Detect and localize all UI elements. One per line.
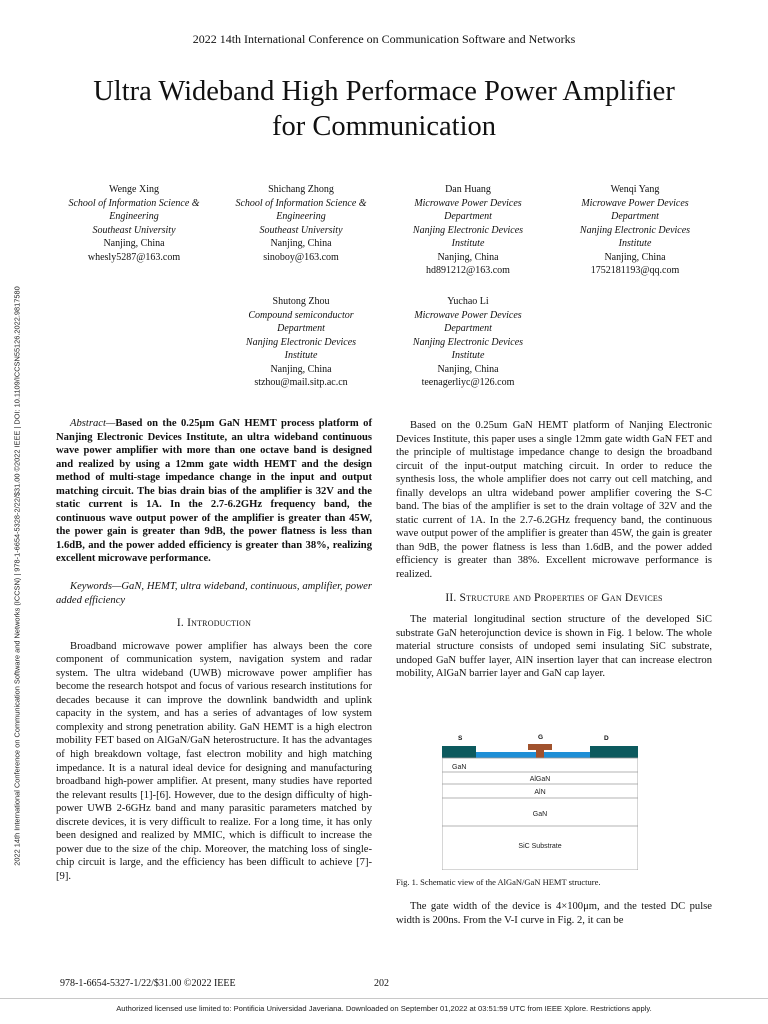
right-column-continued — [396, 900, 712, 927]
author-name: Shutong Zhou — [272, 296, 330, 307]
author-city: Nanjing, China — [437, 363, 499, 375]
sidebar-text: 2022 14th International Conference on Communication Software and Networks (ICCSN) | 978-1-6654-5328-2/22/$31.00 ©2022 IEEE | DOI: 10.1109/ICCSN55126.2022.9817580 — [12, 286, 22, 866]
layer-sic: SiC Substrate — [518, 843, 562, 850]
author-affiliation: Institute — [451, 350, 485, 361]
author-affiliation: Microwave Power Devices — [581, 197, 689, 209]
channel-layer — [476, 752, 590, 758]
author-affiliation: Institute — [618, 238, 652, 249]
structure-body: The material longitudinal section structure of the developed SiC substrate GaN heterojunction device is shown in Fig. 1 below. The whole material structure consists of undoped semi insulating SiC substrate, undoped GaN buffer layer, AlN insertion layer that can increase electron mobility, AlGaN barrier layer and GaN cap layer. — [396, 614, 712, 680]
gate-stem — [536, 750, 544, 758]
author-city: Nanjing, China — [270, 238, 332, 249]
author-city: Nanjing, China — [604, 251, 666, 263]
footer-isbn: 978-1-6654-5327-1/22/$31.00 ©2022 IEEE — [60, 978, 236, 989]
author-name: Yuchao Li — [447, 296, 489, 307]
author-email: stzhou@mail.sitp.ac.cn — [254, 377, 348, 388]
author-city: Nanjing, China — [270, 363, 332, 375]
right-paragraph: Based on the 0.25um GaN HEMT platform of Nanjing Electronic Devices Institute, this paper uses a single 12mm gate width GaN FET and the principle of multistage impedance change to design the broadband circuit of the input-output matching circuit. In order to reduce the synthesis loss, the whole amplifier does not carry out cell matching, and finally develops an ultra wideband power amplifier covering the S-C band. The bias of the amplifier is set to the drain voltage of 32V and the static current of 1A. In the 2.7-6.2GHz frequency band, the continuous wave output power of the amplifier is greater than 45W, the gain is greater than 9dB, the power flatness is less than 1.6dB, and the power added efficiency is greater than 38%. Excellent microwave performance is realized. — [396, 420, 712, 581]
abstract — [56, 417, 372, 566]
author-affiliation: Institute — [451, 238, 485, 249]
author-email: teenagerliyc@126.com — [421, 377, 515, 388]
author-affiliation: Department — [277, 323, 325, 334]
author-affiliation: Engineering — [276, 211, 326, 222]
author-city: Nanjing, China — [103, 238, 165, 249]
layer-aln: AlN — [534, 789, 546, 796]
paper-title — [40, 74, 728, 144]
author-city: Nanjing, China — [437, 251, 499, 263]
author-block — [215, 183, 387, 264]
license-notice: Authorized licensed use limited to: Pontificia Universidad Javeriana. Downloaded on September 01,2022 at 03:51:59 UTC from IEEE Xplore. Restrictions apply. — [116, 1004, 652, 1013]
author-name: Wenge Xing — [108, 184, 159, 195]
title-line-2: for Communication — [271, 111, 496, 142]
figure-caption: Fig. 1. Schematic view of the AlGaN/GaN HEMT structure. — [396, 877, 601, 887]
gate-label: G — [538, 734, 544, 741]
author-affiliation: Institute — [284, 350, 318, 361]
author-email: whesly5287@163.com — [87, 251, 181, 263]
author-email: sinoboy@163.com — [263, 251, 339, 263]
author-affiliation: School of Information Science & — [68, 197, 200, 209]
doi-sidebar — [4, 206, 30, 946]
layer-algan: AlGaN — [529, 776, 551, 783]
author-affiliation: School of Information Science & — [235, 197, 367, 209]
author-affiliation: Southeast University — [259, 224, 343, 236]
gate-top — [528, 744, 552, 750]
title-line-1: Ultra Wideband High Performace Power Amplifier — [93, 76, 675, 107]
conference-header: 2022 14th International Conference on Communication Software and Networks — [192, 32, 576, 46]
author-block — [549, 183, 721, 278]
source-contact — [442, 746, 476, 758]
layer-gan: GaN — [532, 811, 548, 818]
author-block — [48, 183, 220, 264]
author-email: 1752181193@qq.com — [590, 265, 680, 276]
author-affiliation: Nanjing Electronic Devices — [579, 224, 691, 236]
source-label: S — [458, 735, 463, 742]
page-number: 202 — [374, 978, 389, 989]
author-name: Wenqi Yang — [610, 184, 660, 195]
layer-gan-cap: GaN — [452, 764, 467, 771]
author-affiliation: Compound semiconductor — [248, 309, 354, 321]
keywords: Keywords—GaN, HEMT, ultra wideband, continuous, amplifier, power added efficiency — [56, 581, 372, 606]
author-affiliation: Department — [611, 211, 659, 222]
drain-label: D — [604, 735, 609, 742]
author-block — [382, 295, 554, 390]
drain-contact — [590, 746, 638, 758]
left-column — [56, 417, 372, 884]
author-affiliation: Engineering — [109, 211, 159, 222]
right-paragraph-after-figure: The gate width of the device is 4×100μm, and the tested DC pulse width is 200ns. From the V-I curve in Fig. 2, it can be — [396, 901, 712, 926]
right-column — [396, 419, 712, 681]
author-block — [382, 183, 554, 278]
author-name: Shichang Zhong — [268, 184, 334, 195]
section-heading-structure: II. Structure and Properties of Gan Devices — [445, 591, 663, 604]
author-affiliation: Department — [444, 323, 492, 334]
author-affiliation: Nanjing Electronic Devices — [245, 336, 357, 348]
abstract-lead: Abstract— — [70, 418, 116, 429]
author-email: hd891212@163.com — [426, 265, 510, 276]
author-affiliation: Microwave Power Devices — [414, 197, 522, 209]
author-name: Dan Huang — [445, 184, 491, 195]
author-block — [215, 295, 387, 390]
author-affiliation: Microwave Power Devices — [414, 309, 522, 321]
author-affiliation: Nanjing Electronic Devices — [412, 224, 524, 236]
author-affiliation: Southeast University — [92, 224, 176, 236]
abstract-body: Based on the 0.25μm GaN HEMT process platform of Nanjing Electronic Devices Institute, an ultra wideband continuous wave power amplifier with more than one octave band is designed and realized by using a 12mm gate width HEMT and the design method of multi-stage impedance change in the input and output matching circuit. The bias drain bias of the amplifier is 32V and the static current is 1A. In the 2.7-6.2GHz frequency band, the continuous wave output power of the amplifier is greater than 45W, the power gain is greater than 9dB, the power flatness is less than 1.6dB, and the power added efficiency is greater than 38%, realizing excellent microwave performance. — [56, 418, 372, 565]
author-affiliation: Department — [444, 211, 492, 222]
section-heading-introduction: I. Introduction — [176, 617, 252, 630]
introduction-body: Broadband microwave power amplifier has always been the core component of communication system, navigation system and radar system. The ultra wideband (UWB) microwave power amplifier has become the research hotspot and focus of various research institutions for decades because it can improve the downlink bandwidth and uplink capacity in the system, and has a series of advantages of low system complexity and strong penetration ability. GaN HEMT is a high electron mobility FET based on AlGaN/GaN heterostructure. It has the advantages of high breakdown voltage, fast electron mobility and high matching impedance. It is a natural ideal device for designing and manufacturing broadband high-power amplifier. At present, many studies have reported the relevant results [1]-[6]. However, due to the design difficulty of high-power UWB 2-6GHz band and many parasitic parameters matched by discrete devices, it is very difficult to realize. For a long time, it has only been designed and realized by MMIC, which is difficult to increase the power due to the size of the chip. Moreover, the matching loss of single-chip circuit is large, and the efficiency has been difficult to achieve [7]-[9]. — [56, 640, 372, 882]
license-divider — [0, 998, 768, 999]
hemt-structure-figure — [442, 732, 638, 870]
author-affiliation: Nanjing Electronic Devices — [412, 336, 524, 348]
